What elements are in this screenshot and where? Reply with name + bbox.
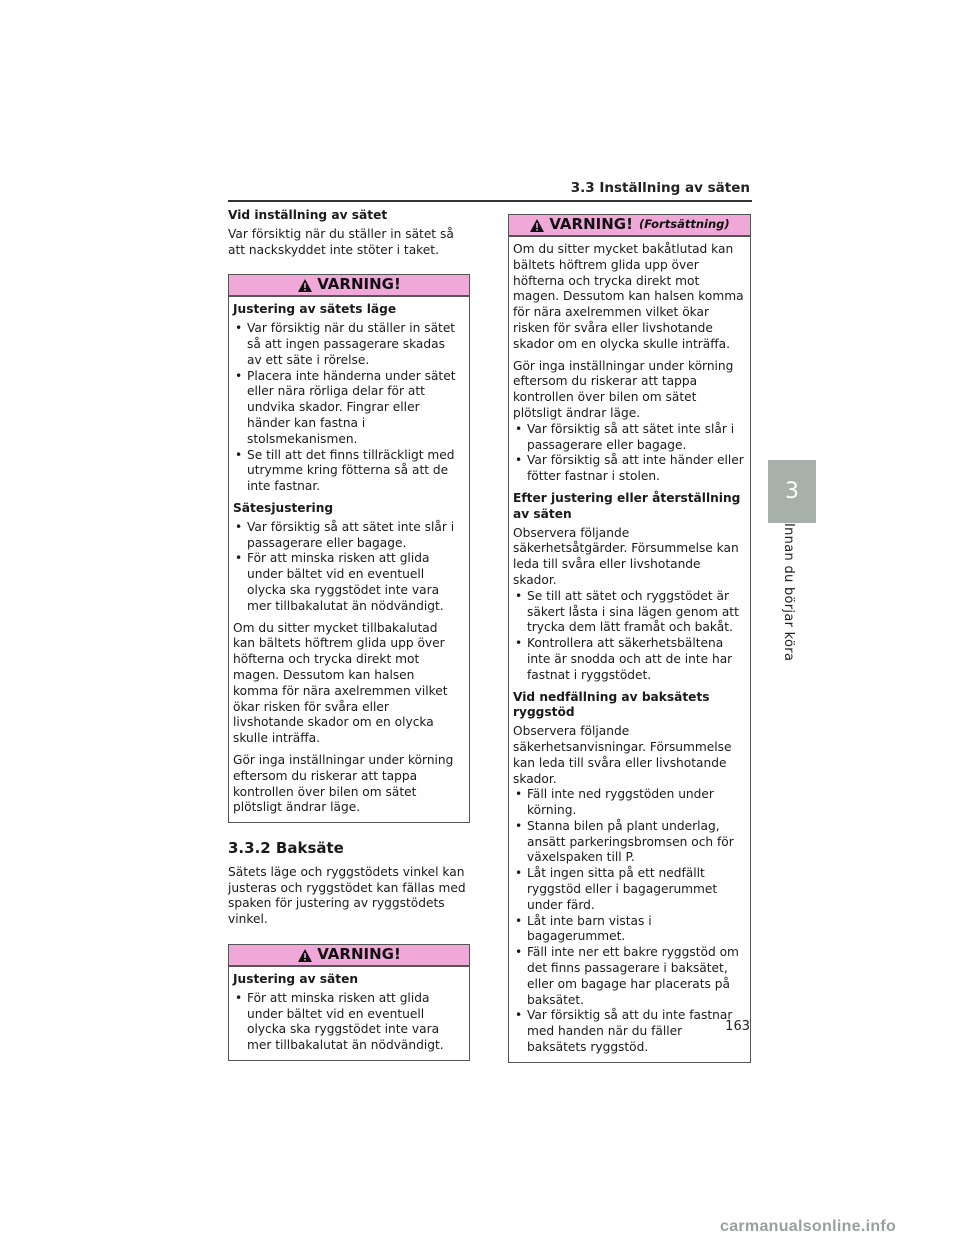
list-item: • Låt inte barn vistas i bagagerummet.	[513, 914, 744, 946]
warning-title: VARNING!	[317, 945, 401, 964]
warning-triangle-icon	[529, 218, 545, 233]
warning-paragraph: Om du sitter mycket tillbakalutad kan bältets höftrem glida upp över höfterna och trycka direkt mot magen. Dessutom kan halsen komma för nära axelremmen vilket ökar risken för svåra eller livshotande skador om en olycka skulle inträffa.	[233, 620, 448, 746]
warning-title: VARNING!	[317, 275, 401, 294]
list-item: • För att minska risken att glida under bältet vid en eventuell olycka ska ryggstödet inte vara mer tillbakalutat än nödvändigt.	[233, 991, 463, 1054]
warning-paragraph: Om du sitter mycket bakåtlutad kan bältets höftrem glida upp över höfterna och trycka direkt mot magen. Dessutom kan halsen komma för nära axelremmen vilket ökar risken för svåra eller livshotande skador om en olycka skulle inträffa.	[513, 242, 744, 351]
chapter-tab[interactable]: 3	[768, 460, 816, 523]
warning-list	[513, 422, 744, 485]
warning-title: VARNING!	[549, 215, 633, 234]
warning-subheading: Vid nedfällning av baksätets ryggstöd	[513, 689, 710, 720]
list-item: • Fäll inte ned ryggstöden under körning.	[513, 787, 744, 819]
list-item: • Se till att det finns tillräckligt med utrymme kring fötterna så att de inte fastnar.	[233, 448, 463, 495]
warning-paragraph: Observera följande säkerhetsanvisningar. Försummelse kan leda till svåra eller livshotande skador.	[513, 724, 732, 786]
warning-box-rear-seats	[228, 944, 470, 1061]
intro-heading: Vid inställning av sätet	[228, 208, 388, 222]
section-title: 3.3.2 Baksäte	[228, 839, 344, 858]
warning-header	[229, 945, 469, 967]
list-item: • För att minska risken att glida under bältet vid en eventuell olycka ska ryggstödet inte vara mer tillbakalutat än nödvändigt.	[233, 551, 463, 614]
list-item: • Kontrollera att säkerhetsbältena inte är snodda och att de inte har fastnat i ryggstödet.	[513, 636, 744, 683]
list-item: • Var försiktig så att sätet inte slår i passagerare eller bagage.	[233, 520, 463, 552]
section-text: Sätets läge och ryggstödets vinkel kan justeras och ryggstödet kan fällas med spaken för justering av ryggstödets vinkel.	[228, 864, 466, 927]
warning-subheading: Justering av säten	[233, 972, 359, 987]
list-item: • Placera inte händerna under sätet eller nära rörliga delar för att undvika skador. Fingrar eller händer kan fastna i stolsmekanismen.	[233, 369, 463, 448]
warning-list	[513, 787, 744, 1056]
running-header: 3.3 Inställning av säten	[570, 180, 750, 196]
warning-header	[509, 215, 750, 237]
list-item: • Låt ingen sitta på ett nedfällt ryggstöd eller i bagagerummet under färd.	[513, 866, 744, 913]
list-item: • Var försiktig så att du inte fastnar med handen när du fäller baksätets ryggstöd.	[513, 1008, 744, 1055]
warning-subheading: Justering av sätets läge	[233, 302, 397, 317]
warning-paragraph: Observera följande säkerhetsåtgärder. Försummelse kan leda till svåra eller livshotande skador.	[513, 525, 739, 587]
warning-body	[229, 967, 469, 1060]
warning-subheading: Sätesjustering	[233, 500, 334, 515]
warning-triangle-icon	[297, 278, 313, 293]
warning-list	[233, 321, 463, 495]
watermark[interactable]: carmanualsonline.info	[720, 1218, 897, 1235]
warning-body	[509, 237, 750, 1062]
warning-body	[229, 297, 469, 822]
header-rule	[228, 200, 752, 202]
intro-text: Var försiktig när du ställer in sätet så att nackskyddet inte stöter i taket.	[228, 226, 454, 257]
warning-subheading: Efter justering eller återställning av säten	[513, 490, 741, 521]
warning-paragraph: Gör inga inställningar under körning eftersom du riskerar att tappa kontrollen över bilen om sätet plötsligt ändrar läge.	[233, 752, 454, 815]
warning-header	[229, 275, 469, 297]
warning-list	[513, 589, 744, 684]
continued-label: (Fortsättning)	[638, 217, 730, 232]
page-number: 163	[725, 1019, 750, 1034]
list-item: • Var försiktig så att inte händer eller fötter fastnar i stolen.	[513, 453, 744, 485]
list-item: • Se till att sätet och ryggstödet är säkert låsta i sina lägen genom att trycka dem lätt framåt och bakåt.	[513, 589, 744, 636]
list-item: • Stanna bilen på plant underlag, ansätt parkeringsbromsen och för växelspaken till P.	[513, 819, 744, 866]
list-item: • Var försiktig när du ställer in sätet så att ingen passagerare skadas av ett säte i rörelse.	[233, 321, 463, 368]
left-column	[228, 208, 470, 1079]
warning-list	[233, 991, 463, 1054]
right-column	[508, 214, 751, 1081]
warning-list	[233, 520, 463, 615]
warning-box-seat-position	[228, 274, 470, 823]
list-item: • Fäll inte ner ett bakre ryggstöd om det finns passagerare i baksätet, eller om bagage har placerats på baksätet.	[513, 945, 744, 1008]
warning-paragraph: Gör inga inställningar under körning eftersom du riskerar att tappa kontrollen över bilen om sätet plötsligt ändrar läge.	[513, 358, 734, 420]
chapter-label: Innan du börjar köra	[781, 523, 796, 662]
list-item: • Var försiktig så att sätet inte slår i passagerare eller bagage.	[513, 422, 744, 454]
warning-triangle-icon	[297, 948, 313, 963]
warning-box-continued	[508, 214, 751, 1063]
